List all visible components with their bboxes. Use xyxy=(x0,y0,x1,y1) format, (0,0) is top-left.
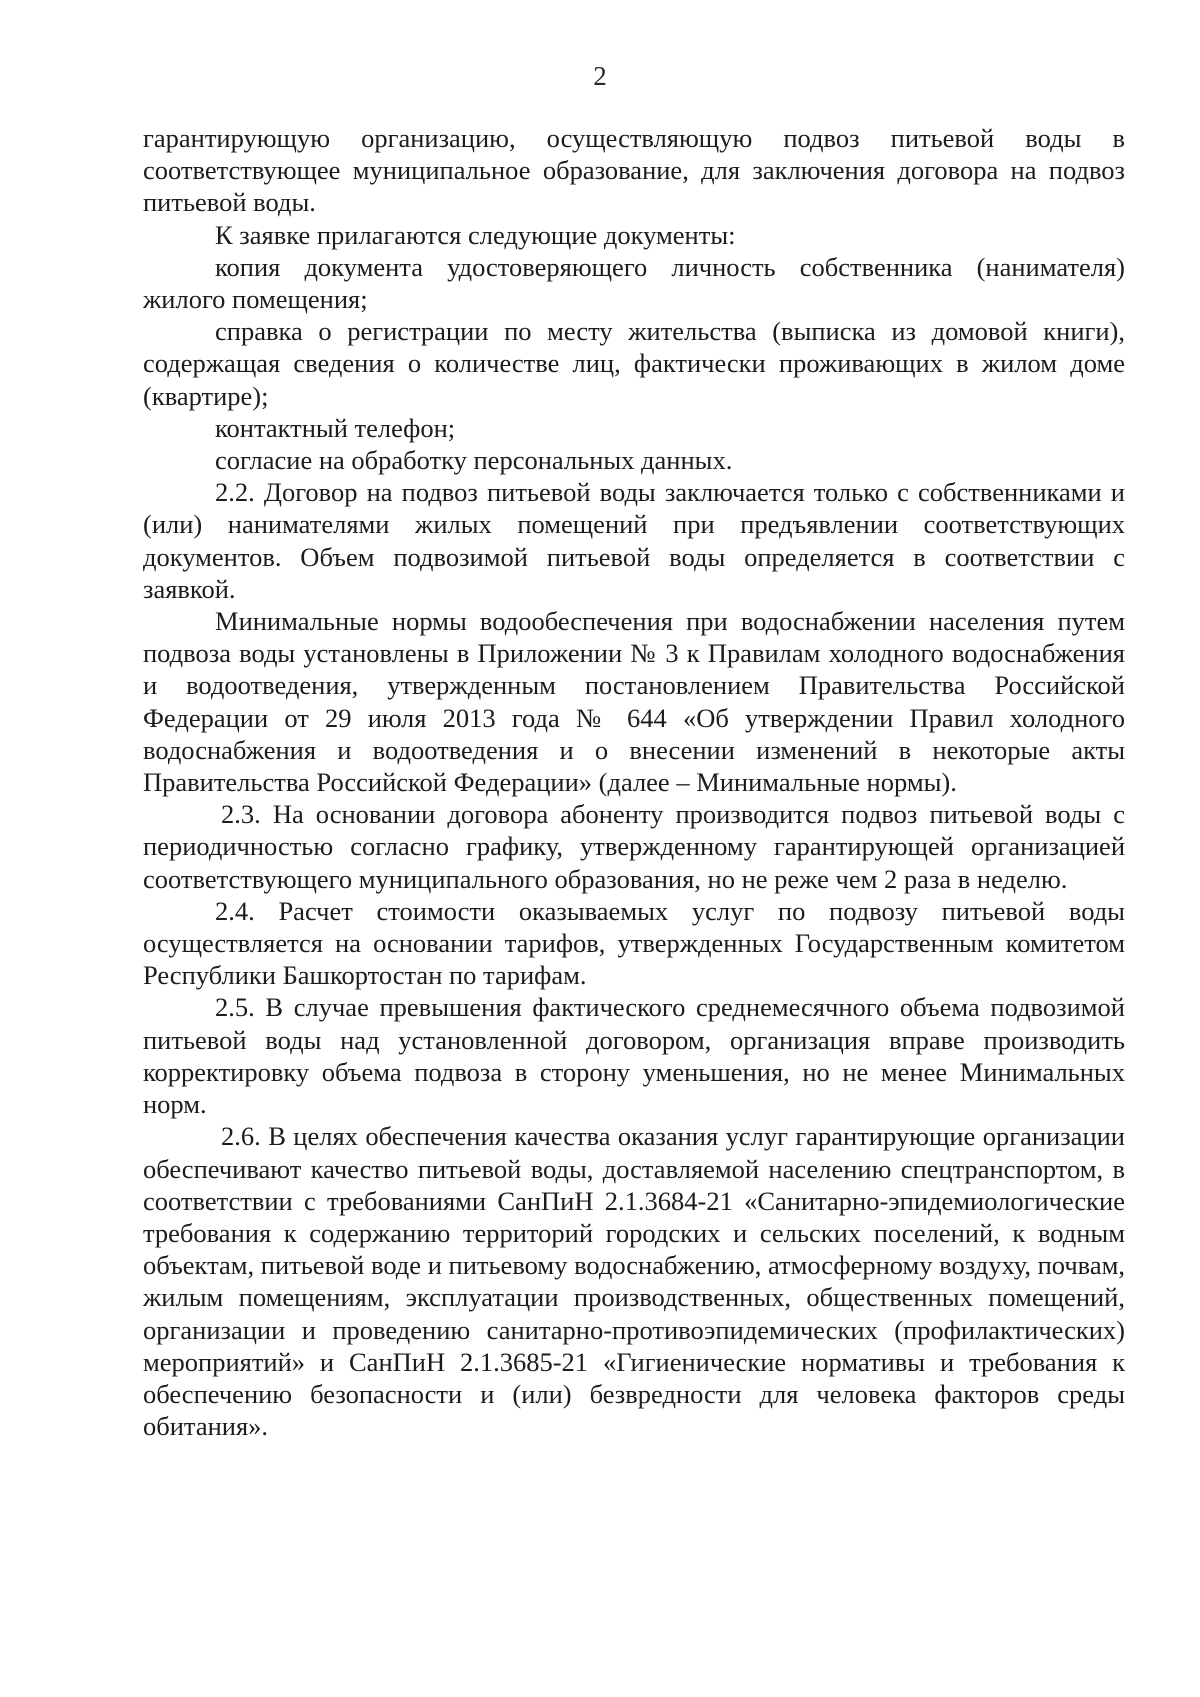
paragraph-2-4: 2.4. Расчет стоимости оказываемых услуг по подвозу питьевой воды осуществляется на основании тарифов, утвержденных Государственным комитетом Республики Башкортостан по тарифам. xyxy=(143,895,1125,991)
paragraph-attachments-intro: К заявке прилагаются следующие документы: xyxy=(215,219,736,250)
paragraph-2-6: 2.6. В целях обеспечения качества оказания услуг гарантирующие организации обеспечивают качество питьевой воды, доставляемой населению спецтранспортом, в соответствии с требованиями СанПиН 2.1.3684-21 «Санитарно-эпидемиологические требования к содержанию территорий городских и сельских поселений, к водным объектам, питьевой воде и питьевому водоснабжению, атмосферному воздуху, почвам, жилым помещениям, эксплуатации производственных, общественных помещений, организации и проведению санитарно-противоэпидемических (профилактических) мероприятий» и СанПиН 2.1.3685-21 «Гигиенические нормативы и требования к обеспечению безопасности и (или) безвредности для человека факторов среды обитания». xyxy=(143,1121,1125,1442)
paragraph-2-3: 2.3. На основании договора абоненту производится подвоз питьевой воды с периодичностью согласно графику, утвержденному гарантирующей организацией соответствующего муниципального образования, но не реже чем 2 раза в неделю. xyxy=(143,799,1125,894)
list-item-registration-certificate: справка о регистрации по месту жительства (выписка из домовой книги), содержащая сведения о количестве лиц, фактически проживающих в жилом доме (квартире); xyxy=(143,316,1125,411)
paragraph-2-2: 2.2. Договор на подвоз питьевой воды заключается только с собственниками и (или) нанимателями жилых помещений при предъявлении соответствующих документов. Объем подвозимой питьевой воды определяется в соответствии с заявкой. xyxy=(143,477,1125,604)
list-item-id-copy: копия документа удостоверяющего личность собственника (нанимателя) жилого помещения; xyxy=(143,251,1125,315)
list-item-data-consent: согласие на обработку персональных данных. xyxy=(215,445,733,476)
page-number: 2 xyxy=(593,61,607,91)
paragraph-2-5: 2.5. В случае превышения фактического среднемесячного объема подвозимой питьевой воды над установленной договором, организация вправе производить корректировку объема подвоза в сторону уменьшения, но не менее Минимальных норм. xyxy=(143,992,1125,1120)
paragraph-continuation: гарантирующую организацию, осуществляющую подвоз питьевой воды в соответствующее муниципальное образование, для заключения договора на подвоз питьевой воды. xyxy=(143,123,1125,218)
list-item-contact-phone: контактный телефон; xyxy=(215,412,456,443)
document-body xyxy=(143,122,1125,1442)
paragraph-minimal-norms: Минимальные нормы водообеспечения при водоснабжении населения путем подвоза воды установлены в Приложении № 3 к Правилам холодного водоснабжения и водоотведения, утвержденным постановлением Правительства Российской Федерации от 29 июля 2013 года № 644 «Об утверждении Правил холодного водоснабжения и водоотведения и о внесении изменений в некоторые акты Правительства Российской Федерации» (далее – Минимальные нормы). xyxy=(143,606,1125,798)
